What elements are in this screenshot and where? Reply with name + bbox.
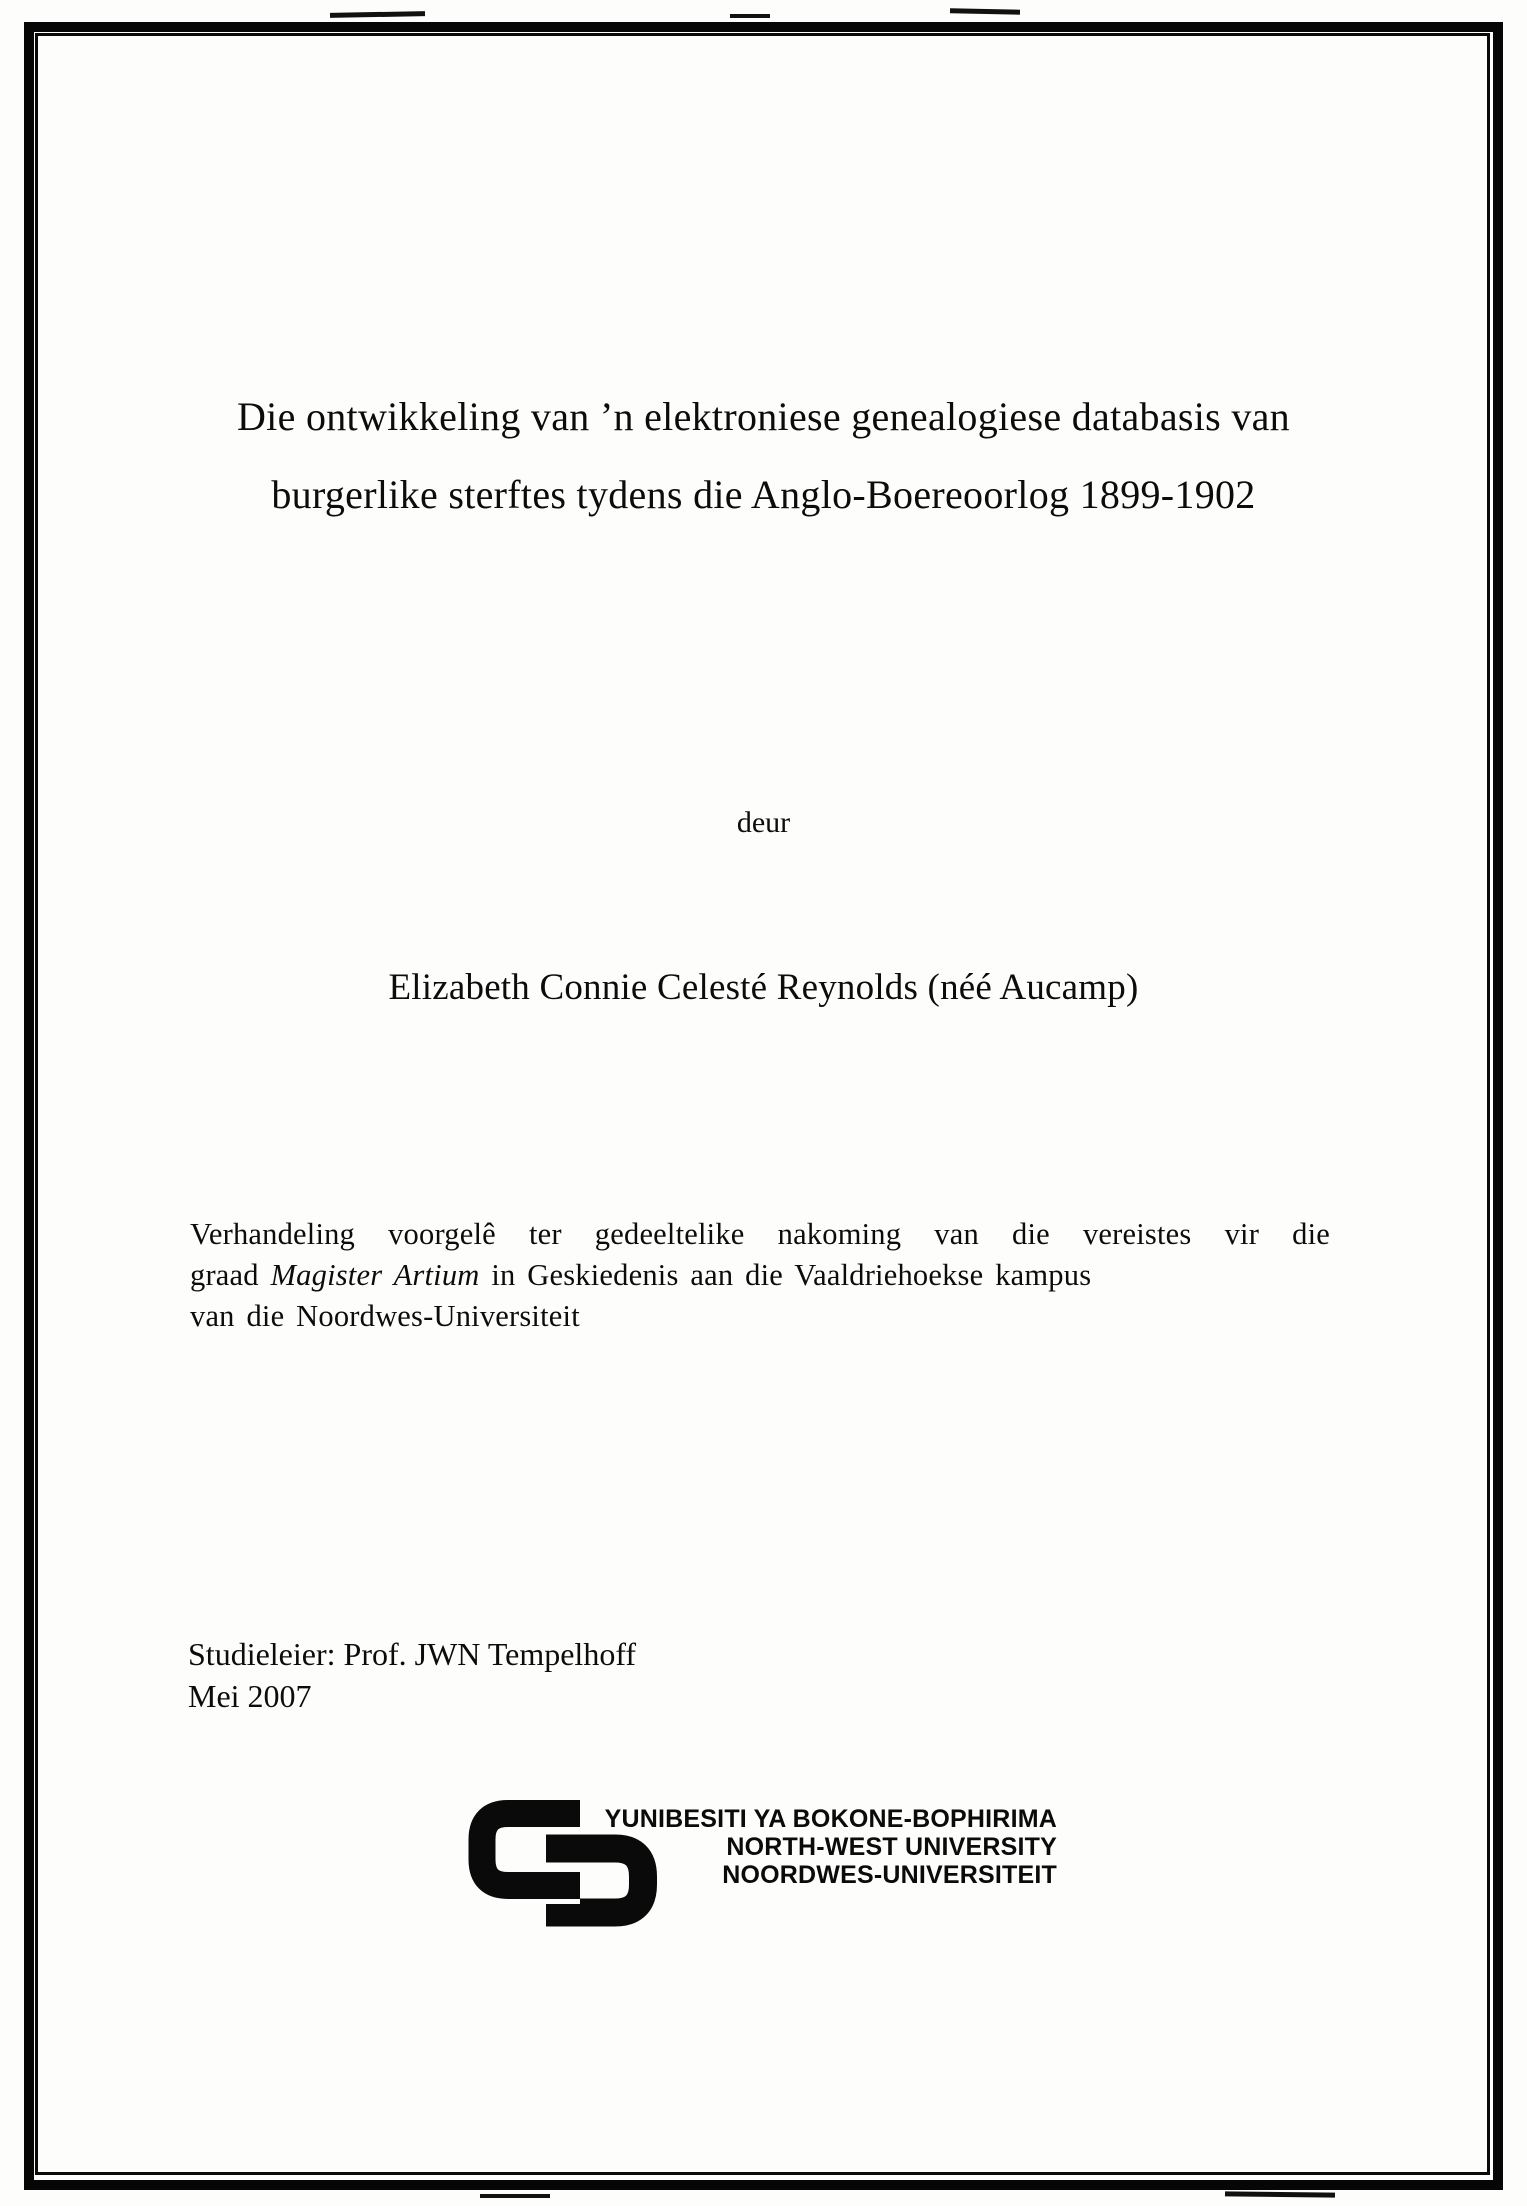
byline-deur: deur [736,806,791,839]
scan-artifact [330,11,425,18]
submission-line1: Verhandeling voorgelê ter gedeeltelike nakoming van die vereistes vir die [190,1217,1330,1251]
university-name-afrikaans: NOORDWES-UNIVERSITEIT [722,1861,1057,1889]
scan-artifact [1225,2191,1335,2197]
author-name: Elizabeth Connie Celesté Reynolds (néé Aucamp) [388,967,1139,1008]
submission-line3: van die Noordwes-Universiteit [190,1299,580,1333]
thesis-title-line1: Die ontwikkeling van ’n elektroniese genealogiese databasis van [236,394,1290,439]
supervisor-date-block [188,1633,636,1717]
university-name-setswana: YUNIBESITI YA BOKONE-BOPHIRIMA [604,1805,1057,1833]
thesis-title [95,378,1432,534]
submission-line2-prefix: graad [190,1258,271,1292]
submission-line2 [190,1255,1330,1296]
university-name-english: NORTH-WEST UNIVERSITY [726,1833,1057,1861]
scan-artifact [950,8,1020,14]
date-line: Mei 2007 [188,1678,312,1714]
submission-line2-suffix: in Geskiedenis aan die Vaaldriehoekse kampus [479,1258,1092,1292]
supervisor-line: Studieleier: Prof. JWN Tempelhoff [188,1636,637,1672]
thesis-title-line2: burgerlike sterftes tydens die Anglo-Boereoorlog 1899-1902 [271,472,1256,517]
university-name-block [586,1805,1057,1889]
scan-artifact [480,2194,550,2198]
submission-statement [190,1214,1330,1337]
degree-name-italic: Magister Artium [270,1258,480,1292]
scan-artifact [730,14,770,18]
